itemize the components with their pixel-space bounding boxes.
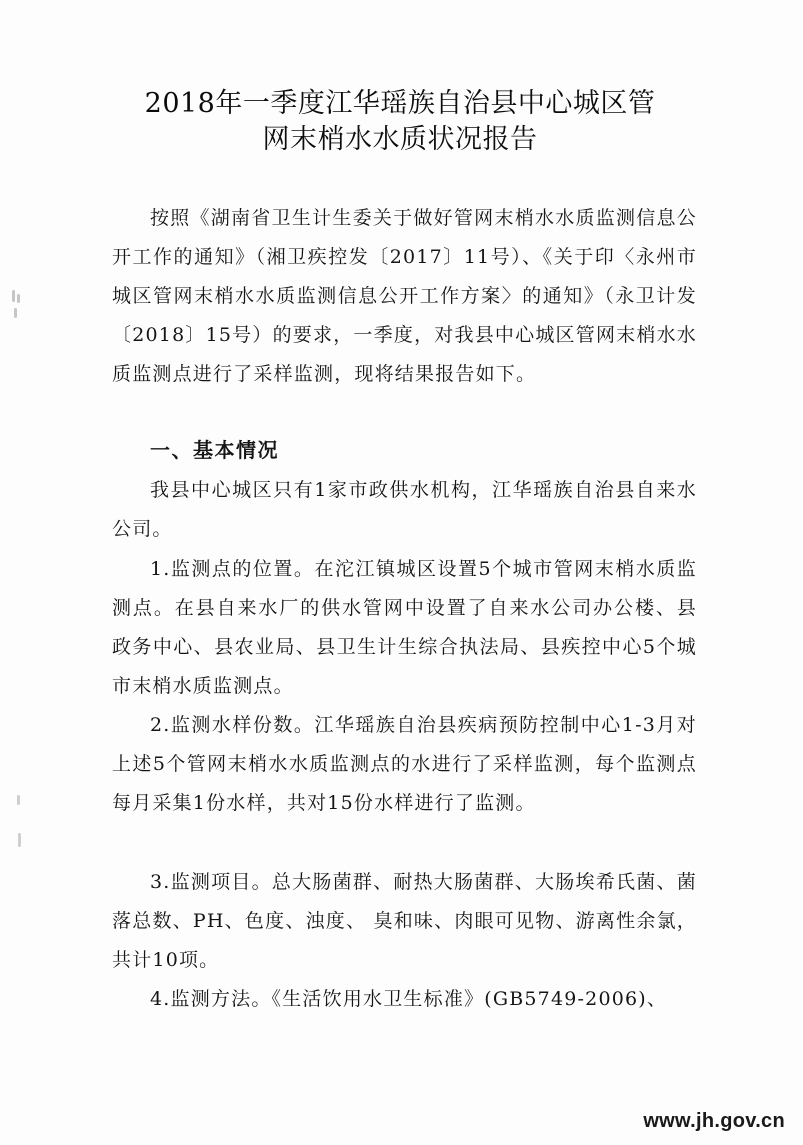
document-title-line-2: 网末梢水水质状况报告 [262, 124, 538, 155]
item-4-paragraph: 4.监测方法。《生活饮用水卫生标准》(GB5749-2006)、 [150, 988, 668, 1010]
intro-paragraph: 按照《湖南省卫生计生委关于做好管网末梢水水质监测信息公开工作的通知》（湘卫疾控发〔2017〕11号）、《关于印〈永州市城区管网末梢水水质监测信息公开工作方案〉的通知》（永卫计发〔2018〕15号）的要求，一季度，对我县中心城区管网末梢水水质监测点进行了采样监测，现将结果报告如下。 [112, 207, 697, 385]
site-watermark: www.jh.gov.cn [643, 1110, 785, 1132]
item-3-paragraph: 3.监测项目。总大肠菌群、耐热大肠菌群、大肠埃希氏菌、菌落总数、PH、色度、浊度、 臭和味、肉眼可见物、游离性余氯，共计10项。 [112, 871, 697, 971]
item-2-paragraph: 2.监测水样份数。江华瑶族自治县疾病预防控制中心1-3月对上述5个管网末梢水水质监测点的水进行了采样监测，每个监测点每月采集1份水样，共对15份水样进行了监测。 [112, 714, 697, 814]
scan-margin-mark [10, 290, 24, 320]
document-title-line-1: 2018年一季度江华瑶族自治县中心城区管 [144, 88, 656, 119]
scan-margin-mark [14, 795, 26, 850]
section-heading-basic-info: 一、基本情况 [150, 438, 279, 462]
item-1-paragraph: 1.监测点的位置。在沱江镇城区设置5个城市管网末梢水质监测点。在县自来水厂的供水管网中设置了自来水公司办公楼、县政务中心、县农业局、县卫生计生综合执法局、县疾控中心5个城市末梢水质监测点。 [112, 558, 697, 697]
supply-paragraph: 我县中心城区只有1家市政供水机构，江华瑶族自治县自来水公司。 [112, 479, 697, 540]
